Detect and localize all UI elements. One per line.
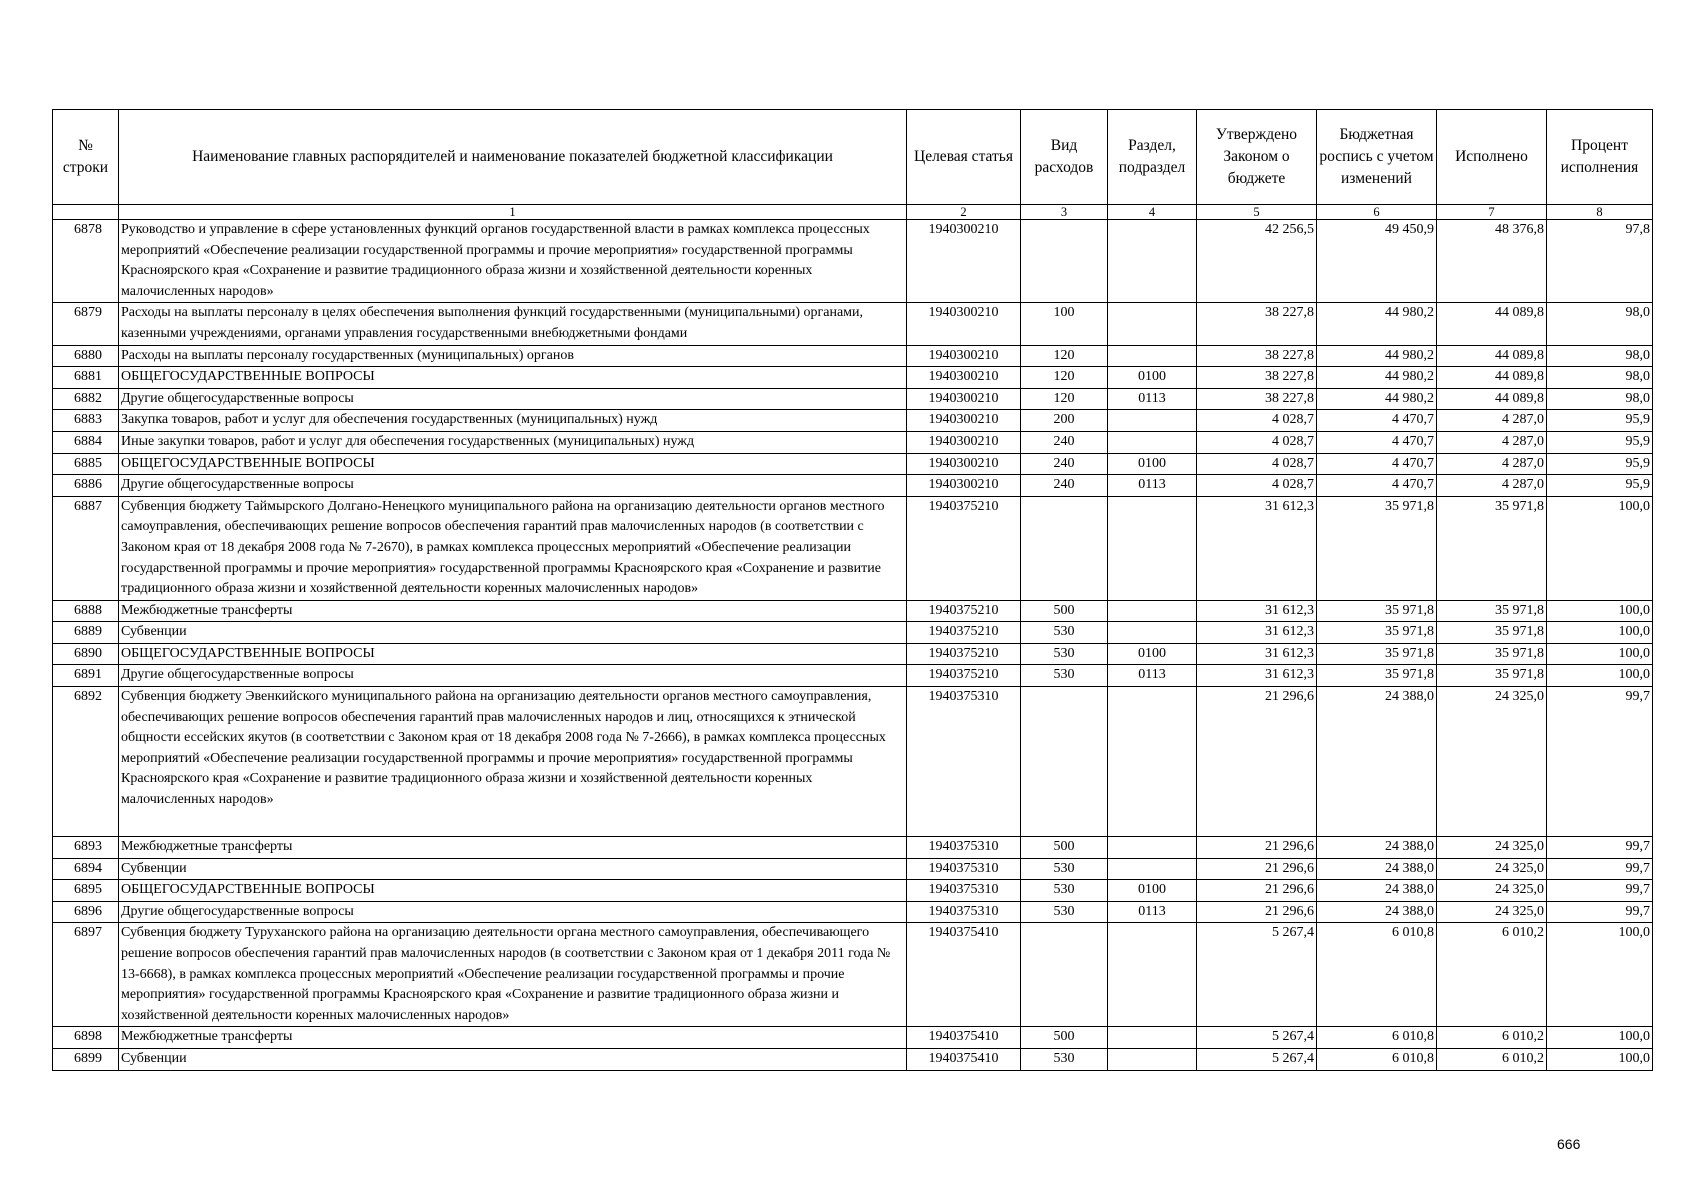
cell-expense-kind xyxy=(1021,687,1108,837)
cell-expense-kind: 100 xyxy=(1021,303,1108,345)
cell-section: 0113 xyxy=(1108,475,1197,497)
cell-approved: 21 296,6 xyxy=(1197,858,1317,880)
cell-percent: 98,0 xyxy=(1547,367,1653,389)
cell-target-article: 1940375210 xyxy=(907,665,1021,687)
cell-row-number: 6887 xyxy=(53,496,119,600)
cell-expense-kind: 530 xyxy=(1021,901,1108,923)
cell-budget-list: 35 971,8 xyxy=(1317,622,1437,644)
cell-name: ОБЩЕГОСУДАРСТВЕННЫЕ ВОПРОСЫ xyxy=(119,643,907,665)
cell-name: ОБЩЕГОСУДАРСТВЕННЫЕ ВОПРОСЫ xyxy=(119,453,907,475)
header-expense-kind: Вид расходов xyxy=(1021,110,1108,205)
cell-budget-list: 24 388,0 xyxy=(1317,880,1437,902)
cell-percent: 99,7 xyxy=(1547,880,1653,902)
column-number: 5 xyxy=(1197,205,1317,220)
cell-approved: 4 028,7 xyxy=(1197,475,1317,497)
cell-expense-kind: 530 xyxy=(1021,1049,1108,1071)
cell-budget-list: 35 971,8 xyxy=(1317,600,1437,622)
cell-name: Межбюджетные трансферты xyxy=(119,1027,907,1049)
cell-executed: 44 089,8 xyxy=(1437,345,1547,367)
cell-executed: 24 325,0 xyxy=(1437,880,1547,902)
cell-approved: 38 227,8 xyxy=(1197,367,1317,389)
cell-approved: 5 267,4 xyxy=(1197,1049,1317,1071)
cell-budget-list: 44 980,2 xyxy=(1317,345,1437,367)
cell-budget-list: 44 980,2 xyxy=(1317,388,1437,410)
table-row xyxy=(53,665,1653,687)
cell-row-number: 6880 xyxy=(53,345,119,367)
table-row xyxy=(53,410,1653,432)
cell-executed: 6 010,2 xyxy=(1437,923,1547,1027)
cell-budget-list: 24 388,0 xyxy=(1317,837,1437,859)
cell-expense-kind: 120 xyxy=(1021,345,1108,367)
budget-table xyxy=(52,109,1653,1071)
cell-budget-list: 24 388,0 xyxy=(1317,687,1437,837)
header-executed: Исполнено xyxy=(1437,110,1547,205)
column-number: 8 xyxy=(1547,205,1653,220)
cell-budget-list: 6 010,8 xyxy=(1317,923,1437,1027)
table-row xyxy=(53,622,1653,644)
cell-name: Межбюджетные трансферты xyxy=(119,837,907,859)
cell-approved: 38 227,8 xyxy=(1197,345,1317,367)
cell-expense-kind: 500 xyxy=(1021,1027,1108,1049)
cell-name: Другие общегосударственные вопросы xyxy=(119,388,907,410)
cell-section xyxy=(1108,858,1197,880)
cell-name: ОБЩЕГОСУДАРСТВЕННЫЕ ВОПРОСЫ xyxy=(119,367,907,389)
cell-target-article: 1940375310 xyxy=(907,837,1021,859)
cell-percent: 100,0 xyxy=(1547,1027,1653,1049)
table-body xyxy=(53,220,1653,1071)
cell-expense-kind: 120 xyxy=(1021,388,1108,410)
header-percent: Процент исполнения xyxy=(1547,110,1653,205)
cell-percent: 98,0 xyxy=(1547,303,1653,345)
table-row xyxy=(53,600,1653,622)
cell-section: 0113 xyxy=(1108,665,1197,687)
cell-name: Субвенция бюджету Эвенкийского муниципального района на организацию деятельности органов местного самоуправления, обеспечивающих решение вопросов обеспечения гарантий прав малочисленных народов и лиц, относящихся к этнической общности ессейских якутов (в соответствии с Законом края от 18 декабря 2008 года № 7-2666), в рамках комплекса процессных мероприятий «Обеспечение реализации государственной программы и прочие мероприятия» государственной программы Красноярского края «Сохранение и развитие традиционного образа жизни и хозяйственной деятельности коренных малочисленных народов» xyxy=(119,687,907,837)
header-row xyxy=(53,110,1653,205)
cell-section: 0113 xyxy=(1108,388,1197,410)
table-row xyxy=(53,858,1653,880)
cell-expense-kind: 500 xyxy=(1021,600,1108,622)
cell-name: Расходы на выплаты персоналу государственных (муниципальных) органов xyxy=(119,345,907,367)
cell-target-article: 1940375210 xyxy=(907,496,1021,600)
cell-budget-list: 35 971,8 xyxy=(1317,665,1437,687)
cell-expense-kind: 530 xyxy=(1021,880,1108,902)
cell-target-article: 1940375310 xyxy=(907,858,1021,880)
table-row xyxy=(53,388,1653,410)
header-row-number: № строки xyxy=(53,110,119,205)
cell-expense-kind xyxy=(1021,496,1108,600)
cell-row-number: 6881 xyxy=(53,367,119,389)
cell-row-number: 6879 xyxy=(53,303,119,345)
cell-name: Субвенции xyxy=(119,622,907,644)
cell-section xyxy=(1108,600,1197,622)
cell-name: Другие общегосударственные вопросы xyxy=(119,901,907,923)
cell-name: Субвенции xyxy=(119,858,907,880)
cell-expense-kind: 240 xyxy=(1021,453,1108,475)
table-row xyxy=(53,453,1653,475)
cell-approved: 4 028,7 xyxy=(1197,410,1317,432)
cell-approved: 5 267,4 xyxy=(1197,1027,1317,1049)
cell-row-number: 6889 xyxy=(53,622,119,644)
cell-approved: 31 612,3 xyxy=(1197,665,1317,687)
cell-budget-list: 35 971,8 xyxy=(1317,643,1437,665)
cell-budget-list: 4 470,7 xyxy=(1317,475,1437,497)
cell-name: Другие общегосударственные вопросы xyxy=(119,475,907,497)
cell-executed: 24 325,0 xyxy=(1437,687,1547,837)
cell-row-number: 6898 xyxy=(53,1027,119,1049)
table-row xyxy=(53,901,1653,923)
cell-section xyxy=(1108,1049,1197,1071)
cell-target-article: 1940300210 xyxy=(907,220,1021,303)
table-row xyxy=(53,687,1653,837)
header-budget-list: Бюджетная роспись с учетом изменений xyxy=(1317,110,1437,205)
column-number: 2 xyxy=(907,205,1021,220)
cell-name: Субвенция бюджету Таймырского Долгано-Ненецкого муниципального района на организацию деятельности органов местного самоуправления, обеспечивающих решение вопросов обеспечения гарантий прав малочисленных народов (в соответствии с Законом края от 18 декабря 2008 года № 7-2670), в рамках комплекса процессных мероприятий «Обеспечение реализации государственной программы и прочие мероприятия» государственной программы Красноярского края «Сохранение и развитие традиционного образа жизни и хозяйственной деятельности коренных малочисленных народов» xyxy=(119,496,907,600)
cell-target-article: 1940300210 xyxy=(907,345,1021,367)
cell-approved: 31 612,3 xyxy=(1197,600,1317,622)
header-target-article: Целевая статья xyxy=(907,110,1021,205)
cell-budget-list: 35 971,8 xyxy=(1317,496,1437,600)
page-number: 666 xyxy=(1557,1136,1581,1152)
cell-percent: 99,7 xyxy=(1547,837,1653,859)
cell-expense-kind: 120 xyxy=(1021,367,1108,389)
cell-row-number: 6888 xyxy=(53,600,119,622)
table-row xyxy=(53,303,1653,345)
cell-budget-list: 49 450,9 xyxy=(1317,220,1437,303)
cell-name: ОБЩЕГОСУДАРСТВЕННЫЕ ВОПРОСЫ xyxy=(119,880,907,902)
cell-approved: 21 296,6 xyxy=(1197,837,1317,859)
cell-section xyxy=(1108,1027,1197,1049)
cell-approved: 38 227,8 xyxy=(1197,303,1317,345)
cell-section: 0100 xyxy=(1108,453,1197,475)
table-row xyxy=(53,643,1653,665)
cell-executed: 24 325,0 xyxy=(1437,858,1547,880)
cell-executed: 44 089,8 xyxy=(1437,388,1547,410)
table-row xyxy=(53,475,1653,497)
cell-name: Руководство и управление в сфере установленных функций органов государственной власти в рамках комплекса процессных мероприятий «Обеспечение реализации государственной программы и прочие мероприятия» государственной программы Красноярского края «Сохранение и развитие традиционного образа жизни и хозяйственной деятельности коренных малочисленных народов» xyxy=(119,220,907,303)
cell-row-number: 6899 xyxy=(53,1049,119,1071)
cell-section: 0113 xyxy=(1108,901,1197,923)
cell-row-number: 6878 xyxy=(53,220,119,303)
cell-percent: 99,7 xyxy=(1547,858,1653,880)
cell-budget-list: 24 388,0 xyxy=(1317,858,1437,880)
cell-percent: 100,0 xyxy=(1547,496,1653,600)
cell-section xyxy=(1108,496,1197,600)
cell-executed: 35 971,8 xyxy=(1437,496,1547,600)
cell-percent: 95,9 xyxy=(1547,453,1653,475)
cell-section xyxy=(1108,431,1197,453)
cell-row-number: 6895 xyxy=(53,880,119,902)
table-row xyxy=(53,220,1653,303)
cell-percent: 95,9 xyxy=(1547,410,1653,432)
cell-row-number: 6896 xyxy=(53,901,119,923)
cell-target-article: 1940300210 xyxy=(907,388,1021,410)
cell-row-number: 6893 xyxy=(53,837,119,859)
cell-budget-list: 24 388,0 xyxy=(1317,901,1437,923)
cell-target-article: 1940375410 xyxy=(907,923,1021,1027)
cell-executed: 35 971,8 xyxy=(1437,665,1547,687)
cell-name: Межбюджетные трансферты xyxy=(119,600,907,622)
table-row xyxy=(53,837,1653,859)
cell-executed: 6 010,2 xyxy=(1437,1049,1547,1071)
cell-percent: 95,9 xyxy=(1547,431,1653,453)
cell-executed: 24 325,0 xyxy=(1437,901,1547,923)
cell-row-number: 6884 xyxy=(53,431,119,453)
cell-section: 0100 xyxy=(1108,880,1197,902)
table-row xyxy=(53,367,1653,389)
cell-target-article: 1940300210 xyxy=(907,431,1021,453)
cell-section xyxy=(1108,303,1197,345)
cell-percent: 100,0 xyxy=(1547,1049,1653,1071)
cell-name: Закупка товаров, работ и услуг для обеспечения государственных (муниципальных) нужд xyxy=(119,410,907,432)
table-row xyxy=(53,345,1653,367)
cell-row-number: 6892 xyxy=(53,687,119,837)
cell-expense-kind: 240 xyxy=(1021,431,1108,453)
cell-expense-kind: 240 xyxy=(1021,475,1108,497)
cell-budget-list: 6 010,8 xyxy=(1317,1027,1437,1049)
cell-row-number: 6891 xyxy=(53,665,119,687)
cell-row-number: 6894 xyxy=(53,858,119,880)
cell-executed: 4 287,0 xyxy=(1437,410,1547,432)
table-row xyxy=(53,880,1653,902)
cell-executed: 35 971,8 xyxy=(1437,643,1547,665)
cell-name: Субвенции xyxy=(119,1049,907,1071)
column-number: 1 xyxy=(119,205,907,220)
column-number-row xyxy=(53,205,1653,220)
cell-target-article: 1940300210 xyxy=(907,303,1021,345)
cell-approved: 4 028,7 xyxy=(1197,453,1317,475)
column-number: 3 xyxy=(1021,205,1108,220)
table-row xyxy=(53,1027,1653,1049)
cell-target-article: 1940375210 xyxy=(907,600,1021,622)
cell-percent: 100,0 xyxy=(1547,923,1653,1027)
cell-approved: 31 612,3 xyxy=(1197,622,1317,644)
cell-percent: 97,8 xyxy=(1547,220,1653,303)
cell-section xyxy=(1108,220,1197,303)
cell-section xyxy=(1108,837,1197,859)
cell-row-number: 6886 xyxy=(53,475,119,497)
cell-row-number: 6883 xyxy=(53,410,119,432)
cell-budget-list: 44 980,2 xyxy=(1317,303,1437,345)
cell-percent: 100,0 xyxy=(1547,600,1653,622)
cell-approved: 4 028,7 xyxy=(1197,431,1317,453)
cell-expense-kind xyxy=(1021,923,1108,1027)
cell-expense-kind: 200 xyxy=(1021,410,1108,432)
header-name: Наименование главных распорядителей и наименование показателей бюджетной классификации xyxy=(119,110,907,205)
cell-percent: 100,0 xyxy=(1547,665,1653,687)
header-section: Раздел, подраздел xyxy=(1108,110,1197,205)
cell-percent: 98,0 xyxy=(1547,388,1653,410)
cell-target-article: 1940300210 xyxy=(907,367,1021,389)
cell-section xyxy=(1108,687,1197,837)
cell-target-article: 1940375310 xyxy=(907,901,1021,923)
cell-percent: 100,0 xyxy=(1547,622,1653,644)
cell-expense-kind xyxy=(1021,220,1108,303)
cell-approved: 21 296,6 xyxy=(1197,901,1317,923)
cell-target-article: 1940375310 xyxy=(907,687,1021,837)
cell-section: 0100 xyxy=(1108,367,1197,389)
cell-approved: 21 296,6 xyxy=(1197,687,1317,837)
cell-target-article: 1940375410 xyxy=(907,1027,1021,1049)
table-row xyxy=(53,1049,1653,1071)
cell-approved: 31 612,3 xyxy=(1197,496,1317,600)
cell-executed: 35 971,8 xyxy=(1437,600,1547,622)
cell-target-article: 1940375410 xyxy=(907,1049,1021,1071)
cell-target-article: 1940375310 xyxy=(907,880,1021,902)
cell-target-article: 1940300210 xyxy=(907,453,1021,475)
cell-target-article: 1940375210 xyxy=(907,643,1021,665)
cell-executed: 4 287,0 xyxy=(1437,475,1547,497)
cell-budget-list: 44 980,2 xyxy=(1317,367,1437,389)
cell-section xyxy=(1108,923,1197,1027)
cell-expense-kind: 530 xyxy=(1021,665,1108,687)
cell-budget-list: 4 470,7 xyxy=(1317,431,1437,453)
cell-row-number: 6890 xyxy=(53,643,119,665)
cell-budget-list: 6 010,8 xyxy=(1317,1049,1437,1071)
cell-row-number: 6885 xyxy=(53,453,119,475)
column-number-blank xyxy=(53,205,119,220)
cell-executed: 6 010,2 xyxy=(1437,1027,1547,1049)
table-row xyxy=(53,923,1653,1027)
cell-executed: 4 287,0 xyxy=(1437,431,1547,453)
cell-executed: 44 089,8 xyxy=(1437,367,1547,389)
cell-budget-list: 4 470,7 xyxy=(1317,410,1437,432)
cell-percent: 95,9 xyxy=(1547,475,1653,497)
cell-expense-kind: 530 xyxy=(1021,858,1108,880)
column-number: 6 xyxy=(1317,205,1437,220)
cell-percent: 99,7 xyxy=(1547,901,1653,923)
cell-executed: 24 325,0 xyxy=(1437,837,1547,859)
cell-expense-kind: 530 xyxy=(1021,643,1108,665)
cell-row-number: 6897 xyxy=(53,923,119,1027)
cell-approved: 38 227,8 xyxy=(1197,388,1317,410)
cell-approved: 5 267,4 xyxy=(1197,923,1317,1027)
cell-row-number: 6882 xyxy=(53,388,119,410)
cell-executed: 35 971,8 xyxy=(1437,622,1547,644)
cell-expense-kind: 500 xyxy=(1021,837,1108,859)
cell-target-article: 1940300210 xyxy=(907,475,1021,497)
cell-percent: 99,7 xyxy=(1547,687,1653,837)
table-row xyxy=(53,496,1653,600)
cell-executed: 48 376,8 xyxy=(1437,220,1547,303)
cell-approved: 42 256,5 xyxy=(1197,220,1317,303)
cell-name: Иные закупки товаров, работ и услуг для обеспечения государственных (муниципальных) нужд xyxy=(119,431,907,453)
cell-percent: 98,0 xyxy=(1547,345,1653,367)
cell-section: 0100 xyxy=(1108,643,1197,665)
cell-percent: 100,0 xyxy=(1547,643,1653,665)
cell-budget-list: 4 470,7 xyxy=(1317,453,1437,475)
cell-section xyxy=(1108,410,1197,432)
cell-executed: 4 287,0 xyxy=(1437,453,1547,475)
cell-name: Субвенция бюджету Туруханского района на организацию деятельности органа местного самоуправления, обеспечивающего решение вопросов обеспечения гарантий прав малочисленных народов (в соответствии с Законом края от 1 декабря 2011 года № 13-6668), в рамках комплекса процессных мероприятий «Обеспечение реализации государственной программы и прочие мероприятия» государственной программы Красноярского края «Сохранение и развитие традиционного образа жизни и хозяйственной деятельности коренных малочисленных народов» xyxy=(119,923,907,1027)
cell-section xyxy=(1108,345,1197,367)
cell-section xyxy=(1108,622,1197,644)
cell-name: Другие общегосударственные вопросы xyxy=(119,665,907,687)
cell-target-article: 1940300210 xyxy=(907,410,1021,432)
cell-approved: 21 296,6 xyxy=(1197,880,1317,902)
column-number: 7 xyxy=(1437,205,1547,220)
table-row xyxy=(53,431,1653,453)
header-approved: Утверждено Законом о бюджете xyxy=(1197,110,1317,205)
cell-expense-kind: 530 xyxy=(1021,622,1108,644)
cell-executed: 44 089,8 xyxy=(1437,303,1547,345)
cell-target-article: 1940375210 xyxy=(907,622,1021,644)
cell-name: Расходы на выплаты персоналу в целях обеспечения выполнения функций государственными (муниципальными) органами, казенными учреждениями, органами управления государственными внебюджетными фондами xyxy=(119,303,907,345)
cell-approved: 31 612,3 xyxy=(1197,643,1317,665)
column-number: 4 xyxy=(1108,205,1197,220)
